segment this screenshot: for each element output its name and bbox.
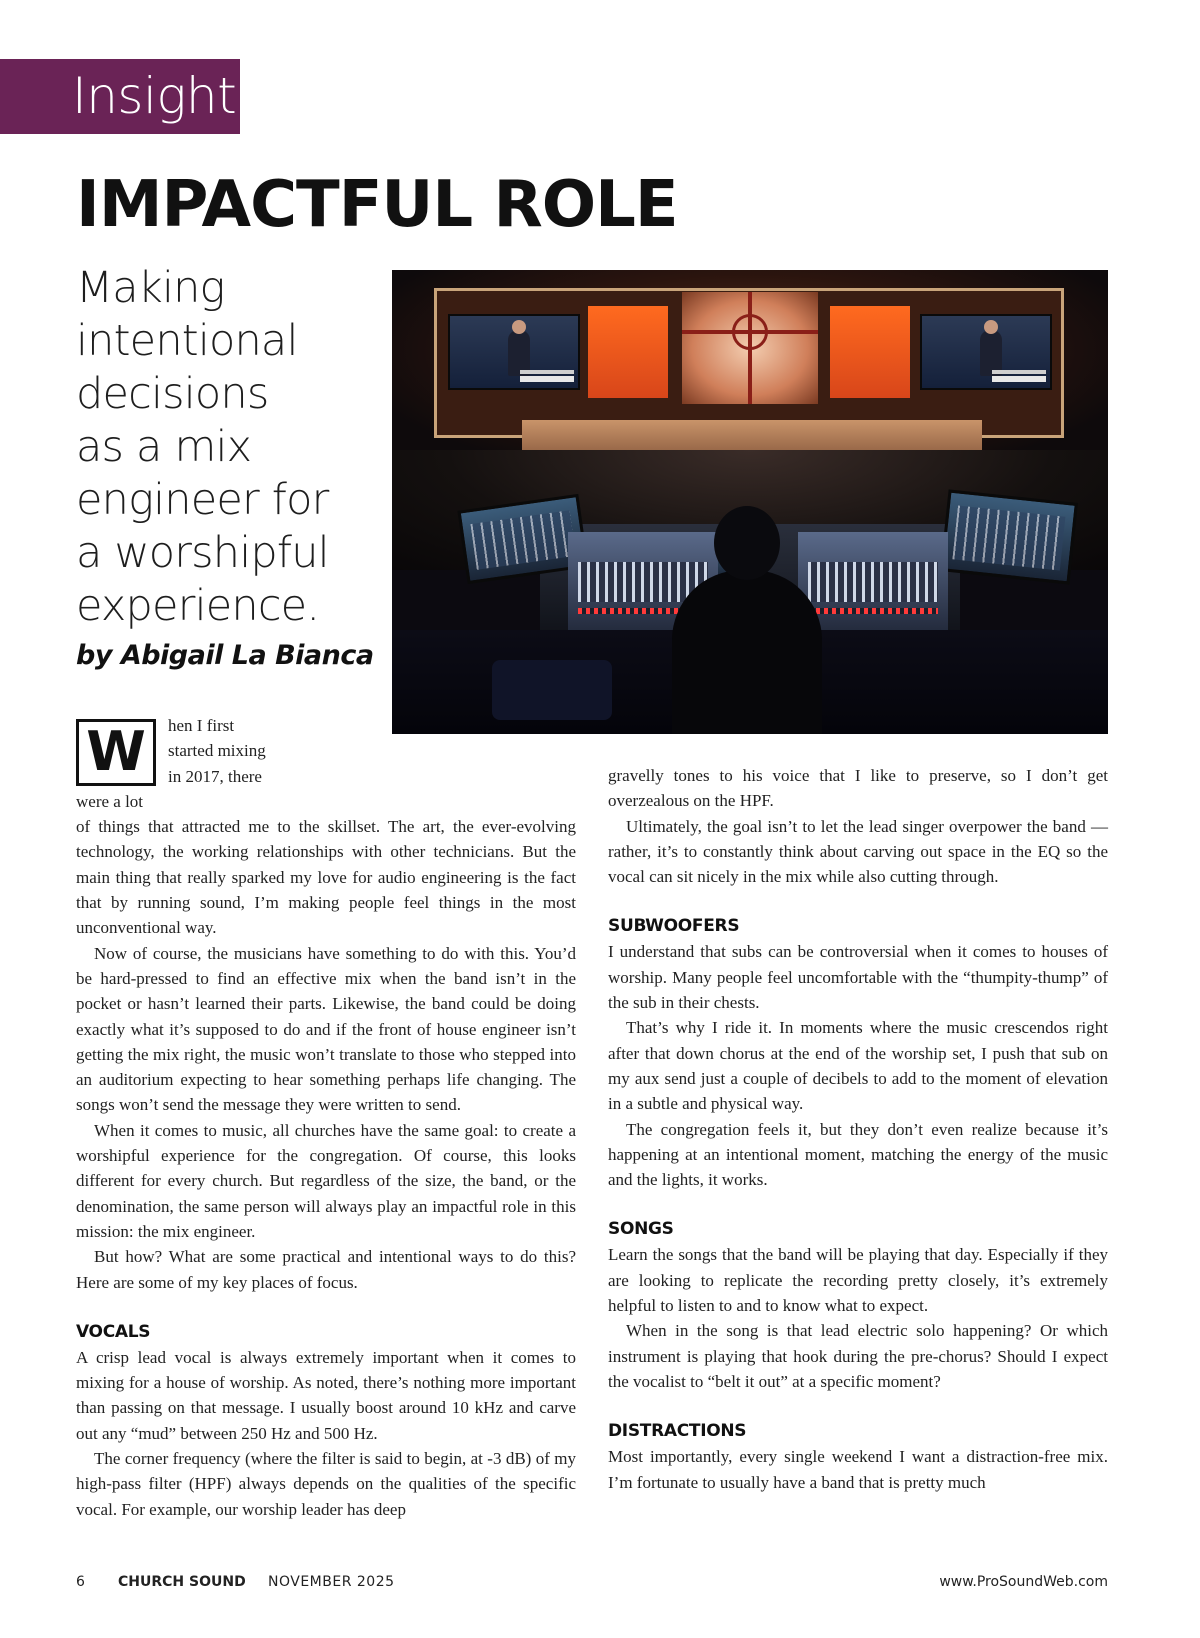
paragraph: The congregation feels it, but they don’t even realize because it’s happening at an intentional moment, matching the energy of the music and the lights, it works. bbox=[608, 1119, 1108, 1190]
deck bbox=[76, 262, 376, 633]
paragraph: of things that attracted me to the skillset. The art, the ever-evolving technology, the working relationships with other technicians. But the main thing that really sparked my love for audio engineering is the fact that by running sound, I’m making people feel things in the most unconventional way. bbox=[76, 817, 576, 938]
deck-line: Making bbox=[76, 263, 225, 313]
paragraph: But how? What are some practical and intentional ways to do this? Here are some of my key places of focus. bbox=[76, 1247, 576, 1292]
page-footer bbox=[76, 1574, 1108, 1598]
paragraph: When in the song is that lead electric solo happening? Or which instrument is playing that hook during the pre-chorus? Should I expect the vocalist to “belt it out” at a specific moment? bbox=[608, 1321, 1108, 1391]
subhead-songs: SONGS bbox=[608, 1219, 674, 1240]
photo-video-screen bbox=[448, 314, 580, 390]
paragraph: When it comes to music, all churches have the same goal: to create a worshipful experience for the congregation. Of course, this looks different for every church. But regardless of the size, the band, or the denomination, the same person will always play an impactful role in this mission: the mix engineer. bbox=[76, 1120, 576, 1241]
issue-date: NOVEMBER 2025 bbox=[268, 1574, 395, 1590]
photo-chair bbox=[492, 660, 612, 720]
deck-line: engineer for bbox=[76, 475, 329, 525]
website-url: www.ProSoundWeb.com bbox=[939, 1574, 1108, 1590]
deck-line: a worshipful bbox=[76, 528, 329, 578]
byline: by Abigail La Bianca bbox=[76, 640, 374, 671]
subhead-subwoofers: SUBWOOFERS bbox=[608, 916, 740, 937]
deck-line: as a mix bbox=[76, 422, 252, 472]
headline: IMPACTFUL ROLE bbox=[76, 168, 678, 242]
photo-video-screen bbox=[920, 314, 1052, 390]
subhead-vocals: VOCALS bbox=[76, 1321, 151, 1342]
paragraph: Learn the songs that the band will be playing that day. Especially if they are looking to replicate the recording pretty closely, it’s extremely helpful to listen to and to know what to expect. bbox=[608, 1245, 1108, 1316]
page-number: 6 bbox=[76, 1574, 85, 1590]
paragraph: A crisp lead vocal is always extremely important when it comes to mixing for a house of worship. As noted, there’s nothing more important than passing on that message. I usually boost around 10 kHz and carve out any “mud” between 250 Hz and 500 Hz. bbox=[76, 1347, 576, 1443]
cross-ring bbox=[732, 314, 768, 350]
subhead-distractions: DISTRACTIONS bbox=[608, 1421, 747, 1442]
photo-orange-panel bbox=[830, 306, 910, 398]
paragraph: Ultimately, the goal isn’t to let the lead singer overpower the band — rather, it’s to constantly think about carving out space in the EQ so the vocal can sit nicely in the mix while also cutting through. bbox=[608, 816, 1108, 887]
opening-line-text: hen I first started mixing bbox=[168, 716, 266, 761]
article-column-right bbox=[608, 763, 1108, 1495]
deck-line: decisions bbox=[76, 369, 269, 419]
opening-line-text: in 2017, there were a lot bbox=[76, 766, 262, 811]
section-label: Insight bbox=[0, 59, 240, 134]
feature-photo bbox=[392, 270, 1108, 734]
photo-orange-panel bbox=[588, 306, 668, 398]
paragraph: gravelly tones to his voice that I like to preserve, so I don’t get overzealous on the HPF. bbox=[608, 766, 1108, 811]
deck-line: experience. bbox=[76, 581, 320, 631]
magazine-name: CHURCH SOUND bbox=[118, 1574, 246, 1590]
photo-console bbox=[798, 532, 948, 632]
dropcap: W bbox=[76, 719, 156, 786]
photo-engineer-silhouette bbox=[672, 570, 822, 734]
paragraph: Most importantly, every single weekend I want a distraction-free mix. I’m fortunate to usually have a band that is pretty much bbox=[608, 1447, 1108, 1492]
paragraph: I understand that subs can be controversial when it comes to houses of worship. Many people feel uncomfortable with the “thumpity-thump” of the sub in their chests. bbox=[608, 942, 1108, 1013]
paragraph: Now of course, the musicians have something to do with this. You’d be hard-pressed to find an effective mix when the band isn’t in the pocket or hasn’t learned their parts. Likewise, the band could be doing exactly what it’s supposed to do and if the front of house engineer isn’t getting the mix right, the music won’t translate to those who stepped into an auditorium expecting to hear something perhaps life changing. The songs won’t send the message they were written to send. bbox=[76, 943, 576, 1115]
paragraph: That’s why I ride it. In moments where the music crescendos right after that down chorus at the end of the worship set, I push that sub on my aux send just a couple of decibels to add to the moment of elevation in a subtle and physical way. bbox=[608, 1018, 1108, 1114]
paragraph: The corner frequency (where the filter is said to begin, at -3 dB) of my high-pass filter (HPF) always depends on the qualities of the specific vocal. For example, our worship leader has deep bbox=[76, 1449, 576, 1519]
photo-monitor bbox=[940, 489, 1078, 584]
deck-line: intentional bbox=[76, 316, 298, 366]
article-column-left bbox=[76, 713, 576, 1522]
